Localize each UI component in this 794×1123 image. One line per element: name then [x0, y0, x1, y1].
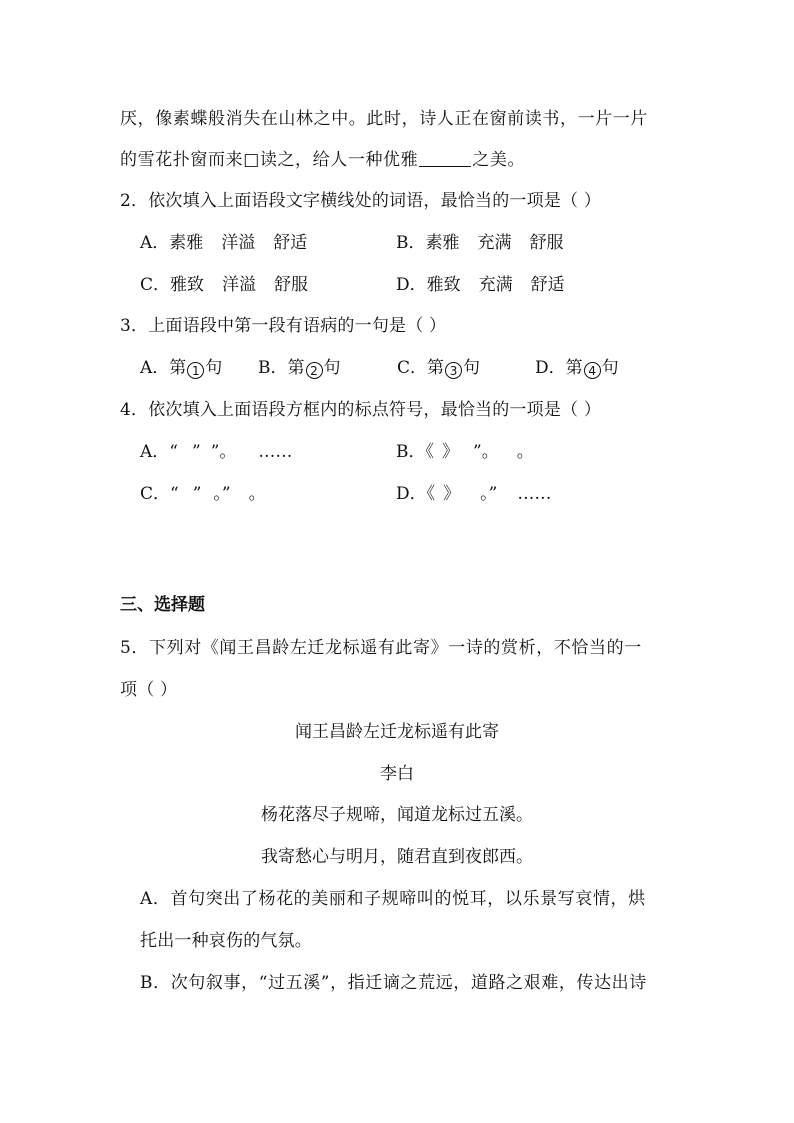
- poem-line-1: 杨花落尽子规啼，闻道龙标过五溪。: [261, 805, 533, 825]
- circled-number: 4: [584, 362, 601, 379]
- question-5-stem-line-2: 项（ ）: [120, 680, 178, 700]
- question-5-stem-line-1: 5．下列对《闻王昌龄左迁龙标遥有此寄》一诗的赏析，不恰当的一: [120, 638, 642, 658]
- option-letter: B．: [396, 233, 426, 253]
- option-word: 素雅: [425, 233, 460, 253]
- option-text: 句: [601, 358, 619, 378]
- poem-title: 闻王昌龄左迁龙标遥有此寄: [295, 722, 499, 742]
- option-letter: A．: [140, 358, 170, 378]
- question-4-option-c: [140, 482, 266, 506]
- question-5-option-a-line-1: A．首句突出了杨花的美丽和子规啼叫的悦耳，以乐景写哀情，烘: [140, 889, 646, 909]
- question-4-option-a: [140, 440, 292, 464]
- punct-mark: 》: [443, 484, 461, 504]
- question-3-option-b: [258, 356, 341, 380]
- question-5-option-a-line-2: 托出一种哀伤的气氛。: [140, 931, 312, 951]
- option-letter: B．: [396, 442, 426, 462]
- circled-number: 2: [306, 362, 323, 379]
- option-text: 第: [169, 358, 187, 378]
- punct-mark: 。: [516, 442, 534, 462]
- circled-number: 1: [187, 362, 204, 379]
- option-word: 充满: [478, 275, 513, 295]
- question-3-option-a: [140, 356, 222, 380]
- option-letter: C．: [397, 358, 428, 378]
- option-word: 洋溢: [221, 233, 256, 253]
- option-text: 句: [323, 358, 341, 378]
- section-heading: 三、选择题: [120, 595, 205, 615]
- option-text: 第: [287, 358, 305, 378]
- passage-line-2-before: 的雪花扑窗而来□读之，给人一种优雅: [120, 150, 419, 170]
- option-letter: D．: [396, 484, 427, 504]
- punct-mark: 》: [442, 442, 459, 462]
- question-3-option-d: [535, 356, 619, 380]
- punct-mark: ……: [258, 442, 293, 462]
- punct-mark: “: [170, 484, 179, 504]
- option-word: 舒适: [273, 233, 308, 253]
- question-3-stem: 3．上面语段中第一段有语病的一句是（ ）: [120, 316, 447, 336]
- option-letter: D．: [535, 358, 566, 378]
- option-word: 充满: [477, 233, 512, 253]
- question-5-option-b-line-1: B．次句叙事，“过五溪”，指迁谪之荒远，道路之艰难，传达出诗: [140, 973, 647, 993]
- question-2-option-a: [140, 231, 307, 255]
- punct-mark: ”: [192, 484, 202, 504]
- option-text: 第: [565, 358, 583, 378]
- option-text: 句: [463, 358, 481, 378]
- punct-mark: ”。: [210, 442, 237, 462]
- poem-line-2: 我寄愁心与明月，随君直到夜郎西。: [261, 847, 533, 867]
- option-letter: C．: [140, 484, 171, 504]
- question-2-option-b: [396, 231, 564, 255]
- punct-mark: “: [169, 442, 178, 462]
- option-word: 舒适: [530, 275, 565, 295]
- punct-mark: 。”: [480, 484, 498, 504]
- punct-mark: 《: [425, 442, 434, 462]
- option-letter: A．: [140, 442, 170, 462]
- poem-author: 李白: [380, 764, 414, 784]
- question-2-option-c: [140, 273, 308, 297]
- passage-line-1: 厌，像素蝶般消失在山林之中。此时，诗人正在窗前读书，一片一片: [120, 109, 648, 129]
- punct-mark: ……: [517, 484, 552, 504]
- option-word: 舒服: [274, 275, 309, 295]
- question-4-option-d: [396, 482, 551, 506]
- punct-mark: ”: [191, 442, 201, 462]
- question-3-option-c: [397, 356, 480, 380]
- option-word: 舒服: [529, 233, 564, 253]
- option-word: 洋溢: [222, 275, 257, 295]
- option-text: 第: [427, 358, 445, 378]
- passage-line-2: [120, 148, 525, 172]
- question-2-option-d: [396, 273, 565, 297]
- option-word: 雅致: [170, 275, 205, 295]
- punct-mark: 。: [248, 484, 266, 504]
- punct-mark: ”。: [473, 442, 499, 462]
- passage-line-2-after: 之美。: [472, 150, 526, 170]
- option-letter: A．: [140, 233, 170, 253]
- option-word: 雅致: [426, 275, 461, 295]
- question-4-stem: 4．依次填入上面语段方框内的标点符号，最恰当的一项是（ ）: [120, 400, 602, 420]
- question-2-stem: 2．依次填入上面语段文字横线处的词语，最恰当的一项是（ ）: [120, 191, 602, 211]
- fill-blank: [419, 150, 471, 167]
- question-4-option-b: [396, 440, 534, 464]
- option-word: 素雅: [169, 233, 204, 253]
- option-text: 句: [205, 358, 223, 378]
- punct-mark: 《: [426, 484, 436, 504]
- option-letter: B．: [258, 358, 288, 378]
- option-letter: C．: [140, 275, 171, 295]
- punct-mark: 。”: [213, 484, 231, 504]
- circled-number: 3: [445, 362, 462, 379]
- option-letter: D．: [396, 275, 427, 295]
